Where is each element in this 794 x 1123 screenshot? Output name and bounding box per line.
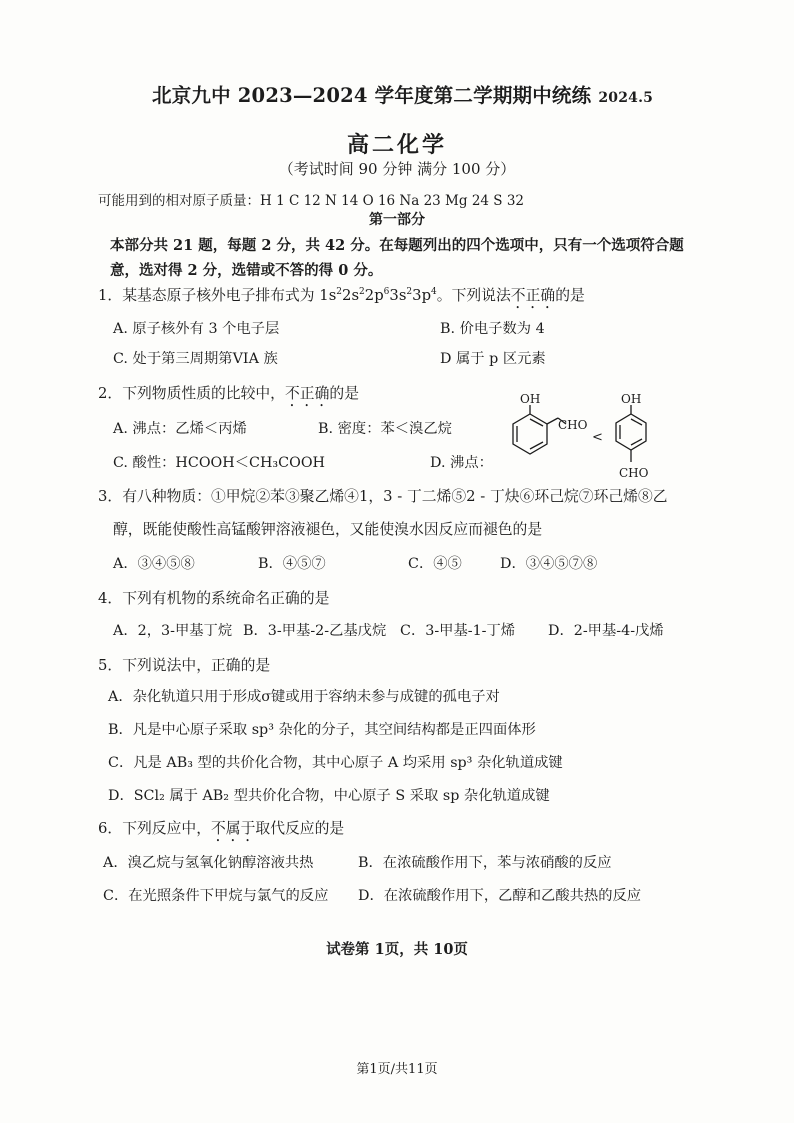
q1-cfg-3: 2p	[364, 287, 384, 304]
q2-emphasis: 不正确	[284, 385, 330, 402]
section-title: 第一部分	[369, 212, 425, 228]
q2-post: 的是	[329, 385, 359, 402]
q5-option-d: D．SCl₂ 属于 AB₂ 型共价化合物，中心原子 S 采取 sp 杂化轨道成键	[108, 788, 550, 804]
q1-cfg-4: 6	[383, 287, 390, 298]
section-instructions: 本部分共 21 题，每题 2 分，共 42 分。在每题列出的四个选项中，只有一个选项符合题意，选对得 2 分，选错或不答的得 0 分。	[110, 237, 684, 279]
q2-option-d: D. 沸点：	[430, 455, 493, 471]
q2-option-c: C. 酸性：HCOOH＜CH₃COOH	[113, 455, 326, 471]
q4-option-a: A．2，3-甲基丁烷	[113, 623, 233, 639]
question-3-line-2: 醇，既能使酸性高锰酸钾溶液褪色，又能使溴水因反应而褪色的是	[113, 521, 543, 538]
q3-option-d: D．③④⑤⑦⑧	[500, 556, 598, 572]
question-6-stem	[98, 817, 344, 845]
subject-title: 高二化学	[346, 132, 447, 158]
q1-post: 的是	[555, 287, 585, 304]
q1-option-a: A. 原子核外有 3 个电子层	[113, 321, 280, 337]
q1-option-d: D 属于 p 区元素	[440, 351, 546, 367]
q1-cfg-2: 2	[359, 287, 365, 298]
question-1-stem	[98, 284, 585, 312]
q1-cfg-8: 4	[431, 287, 437, 298]
q6-option-b: B．在浓硫酸作用下，苯与浓硝酸的反应	[358, 855, 612, 871]
q1-cfg-6: 2	[406, 287, 413, 298]
q4-option-d: D．2-甲基-4-戊烯	[548, 623, 664, 639]
q6-option-c: C．在光照条件下甲烷与氯气的反应	[103, 888, 329, 904]
q2-option-b: B. 密度：苯＜溴乙烷	[318, 421, 452, 437]
q3-option-b: B．④⑤⑦	[258, 556, 326, 572]
atomic-masses: 可能用到的相对原子质量：H 1 C 12 N 14 O 16 Na 23 Mg 24 S 32	[98, 193, 525, 209]
q3-option-a: A．③④⑤⑧	[113, 556, 195, 572]
q1-emphasis: 不正确	[510, 287, 556, 304]
q6-emphasis: 不属于	[211, 820, 256, 837]
question-3-line-1: 3．有八种物质：①甲烷②苯③聚乙烯④1，3 - 丁二烯⑤2 - 丁炔⑥环己烷⑦环己烯⑧乙	[98, 488, 668, 505]
cho-label-ortho: CHO	[558, 418, 588, 432]
oh-label-ortho: OH	[520, 392, 541, 406]
q4-option-b: B．3-甲基-2-乙基戊烷	[243, 623, 387, 639]
cho-label-para: CHO	[619, 466, 649, 480]
exam-info: （考试时间 90 分钟 满分 100 分）	[278, 160, 516, 178]
less-than-sign: <	[592, 430, 603, 445]
document-page-number: 第1页/共11页	[356, 1062, 438, 1077]
q1-option-b: B. 价电子数为 4	[440, 321, 545, 337]
q1-pre: 1．某基态原子核外电子排布式为 1s	[98, 287, 337, 304]
q2-pre: 2．下列物质性质的比较中，	[98, 385, 285, 402]
q6-post: 取代反应的是	[255, 820, 345, 837]
q1-mid: 。下列说法	[436, 287, 511, 304]
q2-option-a: A. 沸点：乙烯＜丙烯	[113, 421, 247, 437]
exam-date: 2024.5	[598, 90, 654, 106]
q5-option-a: A．杂化轨道只用于形成σ键或用于容纳未参与成键的孤电子对	[108, 689, 500, 705]
q1-option-c: C. 处于第三周期第VIA 族	[113, 351, 278, 367]
q6-pre: 6．下列反应中，	[98, 820, 211, 837]
q1-cfg-7: 3p	[412, 287, 432, 304]
oh-label-para: OH	[621, 392, 642, 406]
q6-option-a: A．溴乙烷与氢氧化钠醇溶液共热	[103, 855, 314, 871]
exam-title-text: 北京九中 2023—2024 学年度第二学期期中统练	[152, 84, 592, 107]
question-4-stem: 4．下列有机物的系统命名正确的是	[98, 590, 330, 607]
benzene-ring-ortho	[513, 414, 547, 454]
q1-cfg-1: 2s	[342, 287, 360, 304]
exam-title	[152, 80, 653, 108]
q4-option-c: C．3-甲基-1-丁烯	[400, 623, 516, 639]
question-2-stem	[98, 382, 359, 410]
salicylaldehyde-structure	[500, 392, 675, 484]
q5-option-c: C．凡是 AB₃ 型的共价化合物，其中心原子 A 均采用 sp³ 杂化轨道成键	[108, 755, 563, 771]
question-5-stem: 5．下列说法中，正确的是	[98, 657, 271, 674]
exam-page-number: 试卷第 1页，共 10页	[326, 941, 468, 958]
q1-cfg-5: 3s	[389, 287, 407, 304]
q3-option-c: C．④⑤	[408, 556, 462, 572]
q6-option-d: D．在浓硫酸作用下，乙醇和乙酸共热的反应	[358, 888, 642, 904]
q5-option-b: B．凡是中心原子采取 sp³ 杂化的分子，其空间结构都是正四面体形	[108, 722, 536, 738]
q1-cfg-0: 2	[336, 287, 343, 298]
